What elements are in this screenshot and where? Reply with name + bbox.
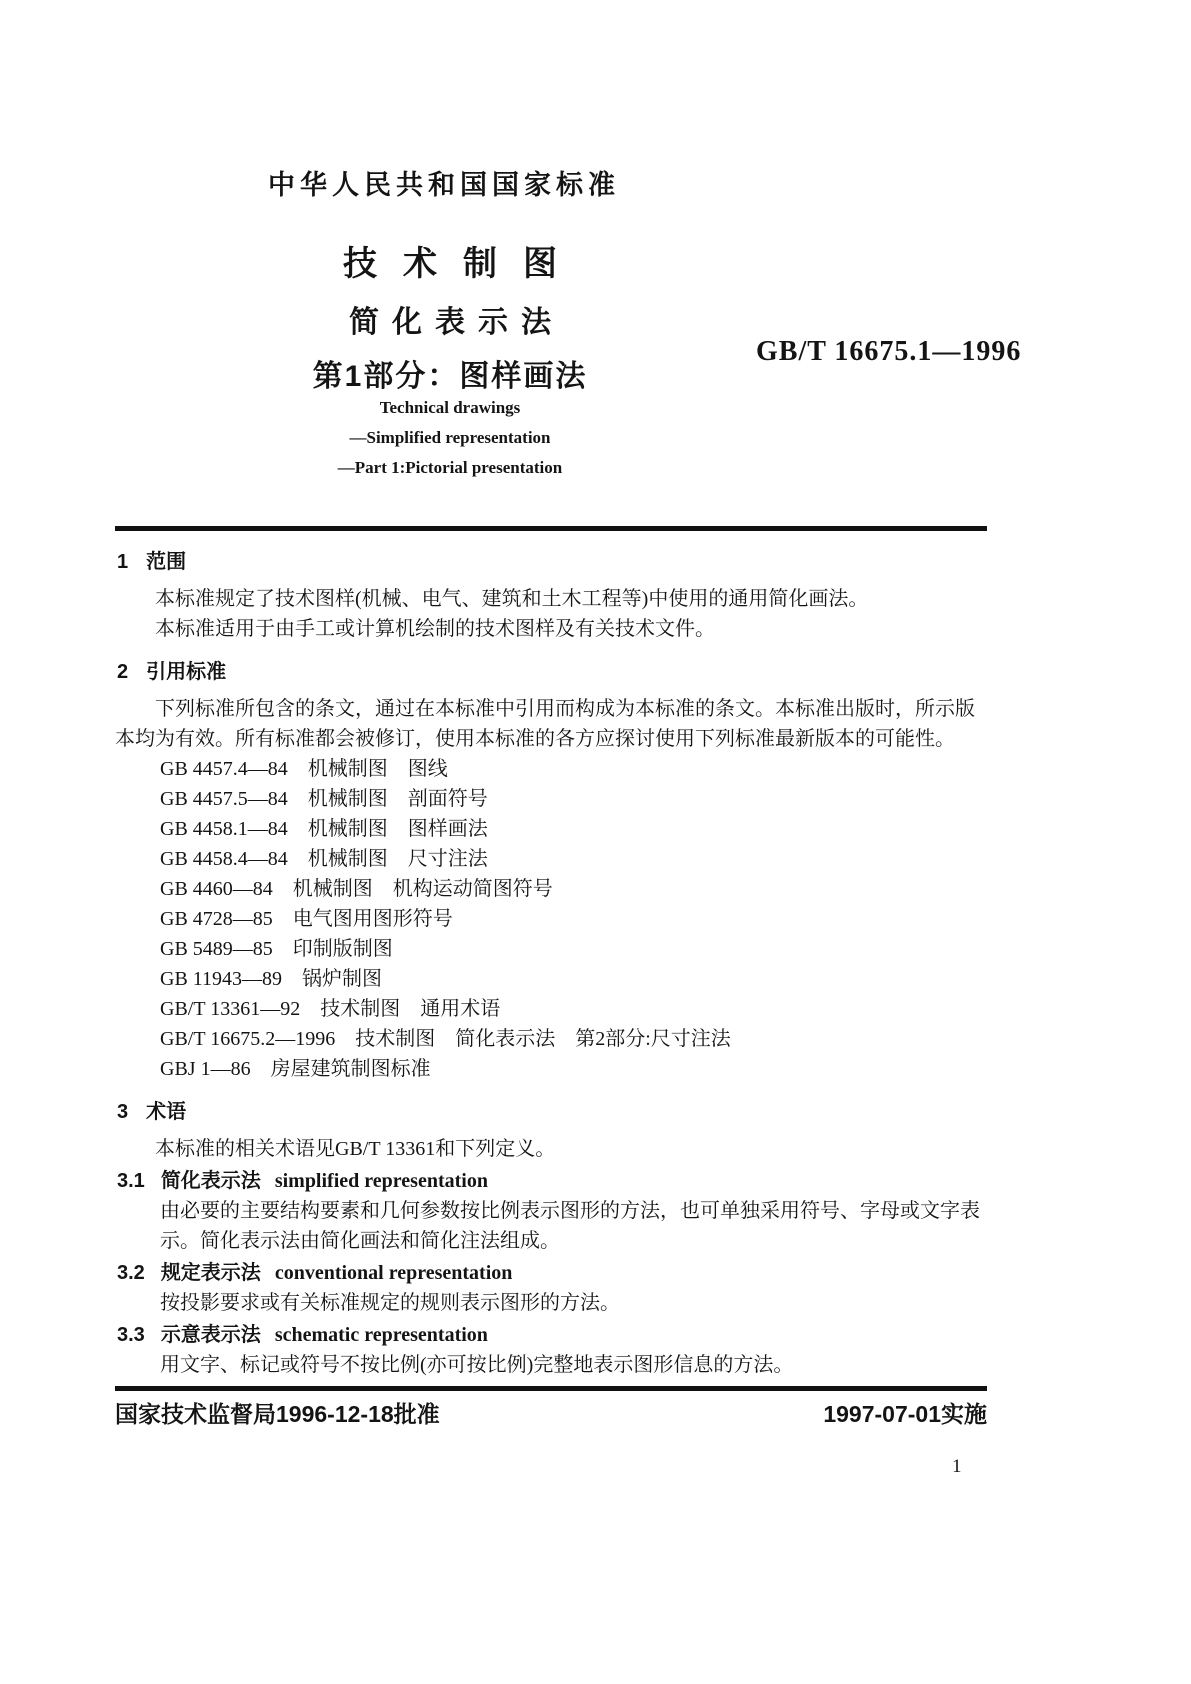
term-3-1-heading [117,1166,987,1196]
section-3-heading [117,1098,987,1126]
document-title-line1: 技术制图 [343,245,583,283]
body-paragraph: 本标准规定了技术图样(机械、电气、建筑和土木工程等)中使用的通用简化画法。 [155,588,869,610]
reference-list [115,754,987,1084]
header-rule [115,526,987,531]
document-body [115,548,987,1380]
term-chinese: 示意表示法 [160,1324,261,1346]
reference-item: GB 4460—84 机械制图 机构运动简图符号 [160,878,553,900]
body-paragraph: 下列标准所包含的条文，通过在本标准中引用而构成为本标准的条文。本标准出版时，所示版本均为有效。所有标准都会被修订，使用本标准的各方应探讨使用下列标准最新版本的可能性。 [115,698,975,750]
section-number: 1 [117,551,129,573]
term-definition: 用文字、标记或符号不按比例(亦可按比例)完整地表示图形信息的方法。 [160,1354,794,1376]
section-number: 3 [117,1101,129,1123]
english-title-block [235,393,665,483]
term-number: 3.3 [117,1324,145,1346]
reference-item: GB 4457.4—84 机械制图 图线 [160,758,448,780]
standard-number: GB/T 16675.1—1996 [756,336,1022,367]
reference-item: GB 11943—89 锅炉制图 [160,968,383,990]
term-definition: 按投影要求或有关标准规定的规则表示图形的方法。 [160,1292,620,1314]
english-title-line1: Technical drawings [379,398,521,417]
implementation-date: 1997-07-01实施 [823,1401,987,1427]
footer [115,1396,987,1429]
section-title: 范围 [146,551,187,573]
term-definition: 由必要的主要结构要素和几何参数按比例表示图形的方法，也可单独采用符号、字母或文字表示。简化表示法由简化画法和简化注法组成。 [160,1200,980,1252]
document-title-line3: 第1部分：图样画法 [312,360,588,393]
reference-item: GB 4457.5—84 机械制图 剖面符号 [160,788,488,810]
section-1-heading [117,548,987,576]
term-3-3-heading [117,1320,987,1350]
term-chinese: 规定表示法 [160,1262,261,1284]
english-title-line2: —Simplified representation [349,428,551,447]
section-number: 2 [117,661,129,683]
document-title-line2: 简化表示法 [349,306,564,339]
term-chinese: 简化表示法 [160,1170,261,1192]
term-3-2-heading [117,1258,987,1288]
title-block [235,236,665,395]
reference-item: GB 4458.4—84 机械制图 尺寸注法 [160,848,488,870]
reference-item: GB 4728—85 电气图用图形符号 [160,908,453,930]
section-title: 术语 [146,1101,187,1123]
reference-item: GB 5489—85 印制版制图 [160,938,393,960]
footer-rule [115,1386,987,1391]
section-2-heading [117,658,987,686]
approval-info: 国家技术监督局1996-12-18批准 [115,1401,440,1427]
standard-category-label: 中华人民共和国国家标准 [268,170,620,200]
reference-item: GB 4458.1—84 机械制图 图样画法 [160,818,488,840]
term-english: simplified representation [274,1170,488,1192]
english-title-line3: —Part 1:Pictorial presentation [337,458,563,477]
term-english: schematic representation [274,1324,488,1346]
term-number: 3.2 [117,1262,145,1284]
section-title: 引用标准 [146,661,227,683]
term-number: 3.1 [117,1170,145,1192]
reference-item: GB/T 16675.2—1996 技术制图 简化表示法 第2部分:尺寸注法 [160,1028,731,1050]
body-paragraph: 本标准的相关术语见GB/T 13361和下列定义。 [155,1138,556,1160]
body-paragraph: 本标准适用于由手工或计算机绘制的技术图样及有关技术文件。 [155,618,715,640]
reference-item: GBJ 1—86 房屋建筑制图标准 [160,1058,431,1080]
page-number: 1 [952,1456,962,1477]
reference-item: GB/T 13361—92 技术制图 通用术语 [160,998,501,1020]
term-english: conventional representation [274,1262,513,1284]
